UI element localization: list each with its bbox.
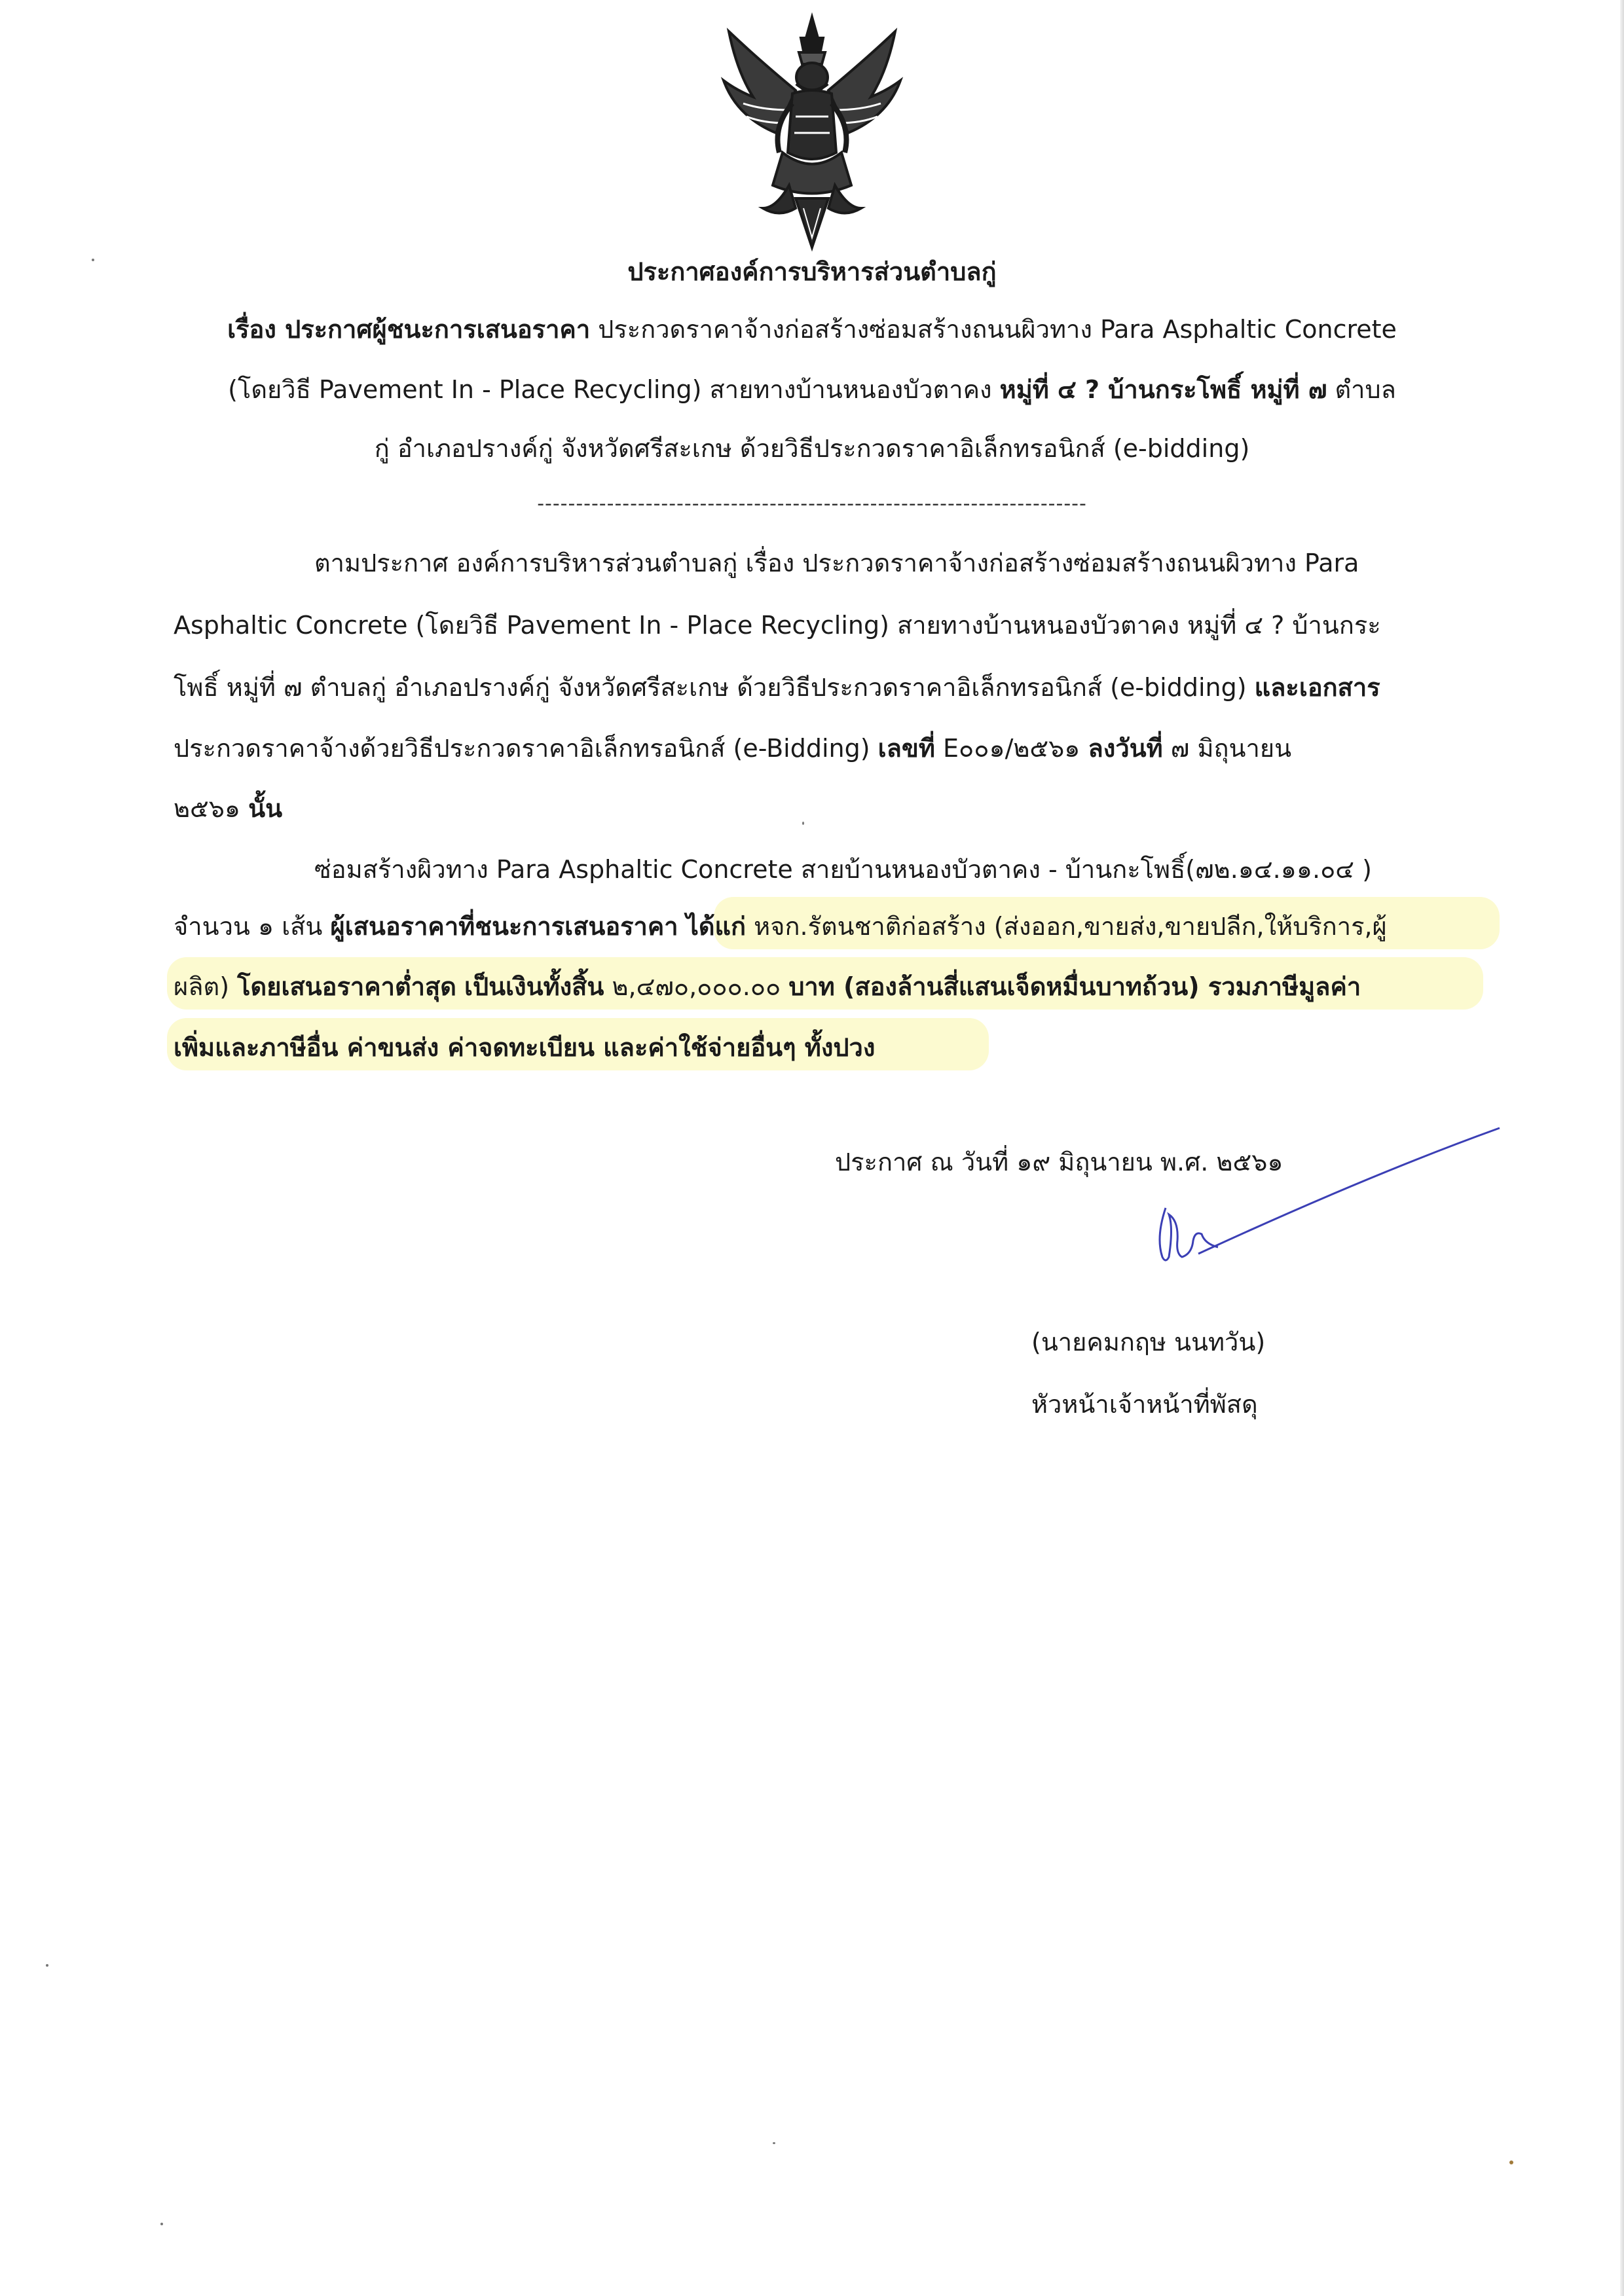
p1-line-1: ตามประกาศ องค์การบริหารส่วนตำบลกู่ เรื่อง ประกวดราคาจ้างก่อสร้างซ่อมสร้างถนนผิวทาง Para: [314, 549, 1359, 577]
subject-line-2b: หมู่ที่ ๔ ? บ้านกระโพธิ์ หมู่ที่ ๗: [999, 375, 1327, 404]
p1-line-3b: และเอกสาร: [1254, 673, 1380, 702]
p1-line-4d: ลงวันที่: [1088, 734, 1163, 763]
p2-line-4: เพิ่มและภาษีอื่น ค่าขนส่ง ค่าจดทะเบียน และค่าใช้จ่ายอื่นๆ ทั้งปวง: [174, 1033, 876, 1062]
announcement-date: ประกาศ ณ วันที่ ๑๙ มิถุนายน พ.ศ. ๒๕๖๑: [835, 1148, 1283, 1176]
p2-line-3b: โดยเสนอราคาต่ำสุด: [237, 972, 456, 1001]
scan-speck: [1509, 2160, 1513, 2164]
p2-line-2: [174, 897, 1387, 956]
p2-line-3e: ๒,๔๗๐,๐๐๐.๐๐: [604, 972, 789, 1001]
p1-line-5a: ๒๕๖๑: [174, 794, 249, 823]
signature-mark: [1002, 1123, 1513, 1286]
subject-line-1: [0, 300, 1624, 359]
subject-label: เรื่อง ประกาศผู้ชนะการเสนอราคา: [227, 315, 591, 344]
p1-line-4a: ประกวดราคาจ้างด้วยวิธีประกวดราคาอิเล็กทรอนิกส์ (e-Bidding): [174, 734, 878, 763]
p2-line-1: ซ่อมสร้างผิวทาง Para Asphaltic Concrete สายบ้านหนองบัวตาคง - บ้านกะโพธิ์(๗๒.๑๔.๑๑.๐๔ ): [314, 855, 1372, 884]
p1-line-4e: ๗ มิถุนายน: [1162, 734, 1292, 763]
p2-line-2d: ได้แก่: [686, 912, 747, 941]
p1-line-2: Asphaltic Concrete (โดยวิธี Pavement In - Place Recycling) สายทางบ้านหนองบัวตาคง หมู่ที่ ๔ ? บ้านกระ: [174, 611, 1381, 640]
p2-line-2b: ผู้เสนอราคาที่ชนะการเสนอราคา: [330, 912, 678, 941]
scan-speck: [46, 1964, 48, 1967]
p1-line-3: [174, 658, 1380, 717]
scan-speck: [92, 259, 94, 261]
p1-line-5: [174, 779, 282, 838]
subject-line-2: [0, 360, 1624, 419]
p1-line-4: [174, 719, 1291, 778]
p2-line-3c: [456, 972, 464, 1001]
scan-speck: [160, 2223, 163, 2225]
divider-line: -----------------------------------------------------------------------: [537, 492, 1087, 515]
signer-title: หัวหน้าเจ้าหน้าที่พัสดุ: [1031, 1390, 1258, 1419]
announcement-heading: ประกาศองค์การบริหารส่วนตำบลกู่: [627, 257, 997, 286]
p1-line-4c: E๐๐๑/๒๕๖๑: [934, 734, 1088, 763]
scan-speck: [773, 2142, 775, 2144]
subject-line-2a: (โดยวิธี Pavement In - Place Recycling) สายทางบ้านหนองบัวตาคง: [228, 375, 1000, 404]
p2-line-3f: บาท (สองล้านสี่แสนเจ็ดหมื่นบาทถ้วน) รวมภาษีมูลค่า: [788, 972, 1361, 1001]
p1-line-5b: นั้น: [248, 794, 283, 823]
p1-line-4b: เลขที่: [877, 734, 935, 763]
subject-line-3: กู่ อำเภอปรางค์กู่ จังหวัดศรีสะเกษ ด้วยวิธีประกวดราคาอิเล็กทรอนิกส์ (e-bidding): [374, 434, 1250, 463]
p2-line-3d: เป็นเงินทั้งสิ้น: [464, 972, 604, 1001]
p2-line-2a: จำนวน ๑ เส้น: [174, 912, 331, 941]
subject-line-2c: ตำบล: [1327, 375, 1396, 404]
p2-line-3a: ผลิต): [174, 972, 238, 1001]
p2-line-3: [174, 957, 1361, 1016]
subject-line-1-text: ประกวดราคาจ้างก่อสร้างซ่อมสร้างถนนผิวทาง Para Asphaltic Concrete: [590, 315, 1397, 344]
garuda-emblem: [717, 12, 907, 254]
p2-line-2e: หจก.รัตนชาติก่อสร้าง (ส่งออก,ขายส่ง,ขายปลีก,ให้บริการ,ผู้: [746, 912, 1387, 941]
scan-speck: [802, 822, 804, 825]
p1-line-3a: โพธิ์ หมู่ที่ ๗ ตำบลกู่ อำเภอปรางค์กู่ จังหวัดศรีสะเกษ ด้วยวิธีประกวดราคาอิเล็กทรอนิกส์ (e-bidding): [174, 673, 1255, 702]
p2-line-2c: [678, 912, 686, 941]
signer-name: (นายคมกฤษ นนทวัน): [1031, 1328, 1266, 1357]
